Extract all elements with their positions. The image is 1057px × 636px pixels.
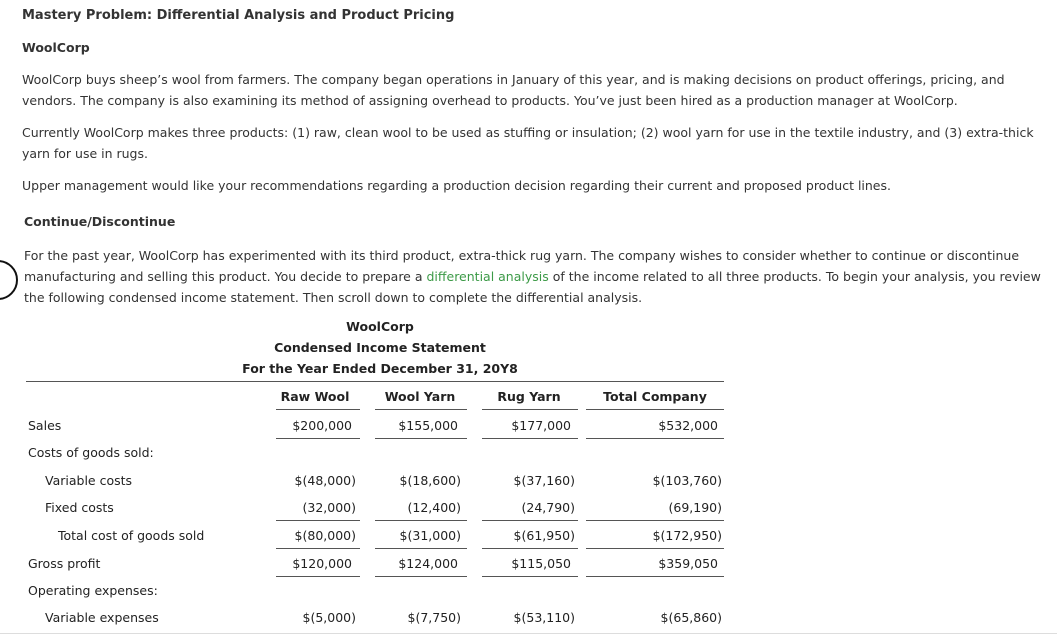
column-rule (482, 409, 578, 410)
continue-discontinue-paragraph (24, 245, 1054, 308)
row-rule (482, 438, 578, 439)
cell-variable-costs-raw-wool: $(48,000) (294, 473, 356, 488)
paragraph-text-before: For the past year, WoolCorp has experimented with its third product, extra-thick rug yarn. The company wishes to consider whether to continue or discontinue manufacturing and selling this product. You decide to prepare a (24, 248, 1020, 284)
cell-total-cogs-rug-yarn: $(61,950) (513, 528, 575, 543)
cell-sales-raw-wool: $200,000 (292, 418, 352, 433)
cell-gross-profit-wool-yarn: $124,000 (398, 556, 458, 571)
row-rule (276, 548, 360, 549)
cell-variable-expenses-rug-yarn: $(53,110) (513, 610, 575, 625)
cell-variable-costs-wool-yarn: $(18,600) (399, 473, 461, 488)
row-label-total-cogs: Total cost of goods sold (58, 528, 205, 543)
statement-period: For the Year Ended December 31, 20Y8 (242, 361, 518, 376)
row-rule (482, 520, 578, 521)
row-label-sales: Sales (28, 418, 62, 433)
cell-gross-profit-rug-yarn: $115,050 (511, 556, 571, 571)
cell-total-cogs-total: $(172,950) (652, 528, 722, 543)
cell-gross-profit-raw-wool: $120,000 (292, 556, 352, 571)
products-paragraph: Currently WoolCorp makes three products: (1) raw, clean wool to be used as stuffing or insulation; (2) wool yarn for use in the textile industry, and (3) extra-thick yarn for use in rugs. (22, 125, 1034, 161)
column-header-wool-yarn: Wool Yarn (384, 389, 456, 404)
statement-company: WoolCorp (346, 319, 414, 334)
differential-analysis-link[interactable]: differential analysis (426, 269, 549, 284)
cell-variable-costs-total: $(103,760) (652, 473, 722, 488)
company-heading: WoolCorp (22, 40, 90, 55)
row-rule (586, 438, 724, 439)
paragraph-text-after: of the income related to all three products. To begin your analysis, you review the following condensed income statement. Then scroll down to complete the differential analysis. (24, 269, 1041, 305)
intro-paragraph: WoolCorp buys sheep’s wool from farmers. The company began operations in January of this year, and is making decisions on product offerings, pricing, and vendors. The company is also examining its method of assigning overhead to products. You’ve just been hired as a production manager at WoolCorp. (22, 72, 1005, 108)
row-label-variable-costs: Variable costs (45, 473, 133, 488)
cell-variable-costs-rug-yarn: $(37,160) (513, 473, 575, 488)
row-label-variable-expenses: Variable expenses (45, 610, 159, 625)
column-header-raw-wool: Raw Wool (280, 389, 350, 404)
section-heading: Continue/Discontinue (24, 214, 176, 229)
cell-variable-expenses-wool-yarn: $(7,750) (407, 610, 461, 625)
row-rule (375, 576, 467, 577)
row-label-opex-header: Operating expenses: (28, 583, 158, 598)
cell-sales-total: $532,000 (658, 418, 718, 433)
management-paragraph: Upper management would like your recommendations regarding a production decision regarding their current and proposed product lines. (22, 178, 891, 193)
page-title: Mastery Problem: Differential Analysis and Product Pricing (22, 8, 455, 23)
row-rule (276, 520, 360, 521)
column-rule (586, 409, 724, 410)
column-header-rug-yarn: Rug Yarn (497, 389, 561, 404)
row-label-cogs-header: Costs of goods sold: (28, 445, 154, 460)
cell-fixed-costs-rug-yarn: (24,790) (521, 500, 575, 515)
column-header-total-company: Total Company (603, 389, 707, 404)
header-top-rule (26, 381, 724, 382)
row-rule (586, 576, 724, 577)
row-rule (586, 520, 724, 521)
cell-fixed-costs-wool-yarn: (12,400) (407, 500, 461, 515)
cell-total-cogs-wool-yarn: $(31,000) (399, 528, 461, 543)
cell-total-cogs-raw-wool: $(80,000) (294, 528, 356, 543)
row-rule (586, 548, 724, 549)
scroll-indicator-icon (0, 260, 18, 300)
cell-fixed-costs-raw-wool: (32,000) (302, 500, 356, 515)
row-rule (482, 576, 578, 577)
cell-variable-expenses-raw-wool: $(5,000) (302, 610, 356, 625)
column-rule (276, 409, 360, 410)
bottom-edge-rule (0, 633, 1057, 634)
cell-sales-rug-yarn: $177,000 (511, 418, 571, 433)
row-label-gross-profit: Gross profit (28, 556, 101, 571)
row-rule (375, 548, 467, 549)
statement-name: Condensed Income Statement (274, 340, 486, 355)
cell-sales-wool-yarn: $155,000 (398, 418, 458, 433)
column-rule (375, 409, 467, 410)
cell-fixed-costs-total: (69,190) (668, 500, 722, 515)
row-rule (482, 548, 578, 549)
cell-gross-profit-total: $359,050 (658, 556, 718, 571)
row-rule (276, 438, 360, 439)
row-label-fixed-costs: Fixed costs (45, 500, 114, 515)
row-rule (375, 438, 467, 439)
cell-variable-expenses-total: $(65,860) (660, 610, 722, 625)
row-rule (276, 576, 360, 577)
row-rule (375, 520, 467, 521)
